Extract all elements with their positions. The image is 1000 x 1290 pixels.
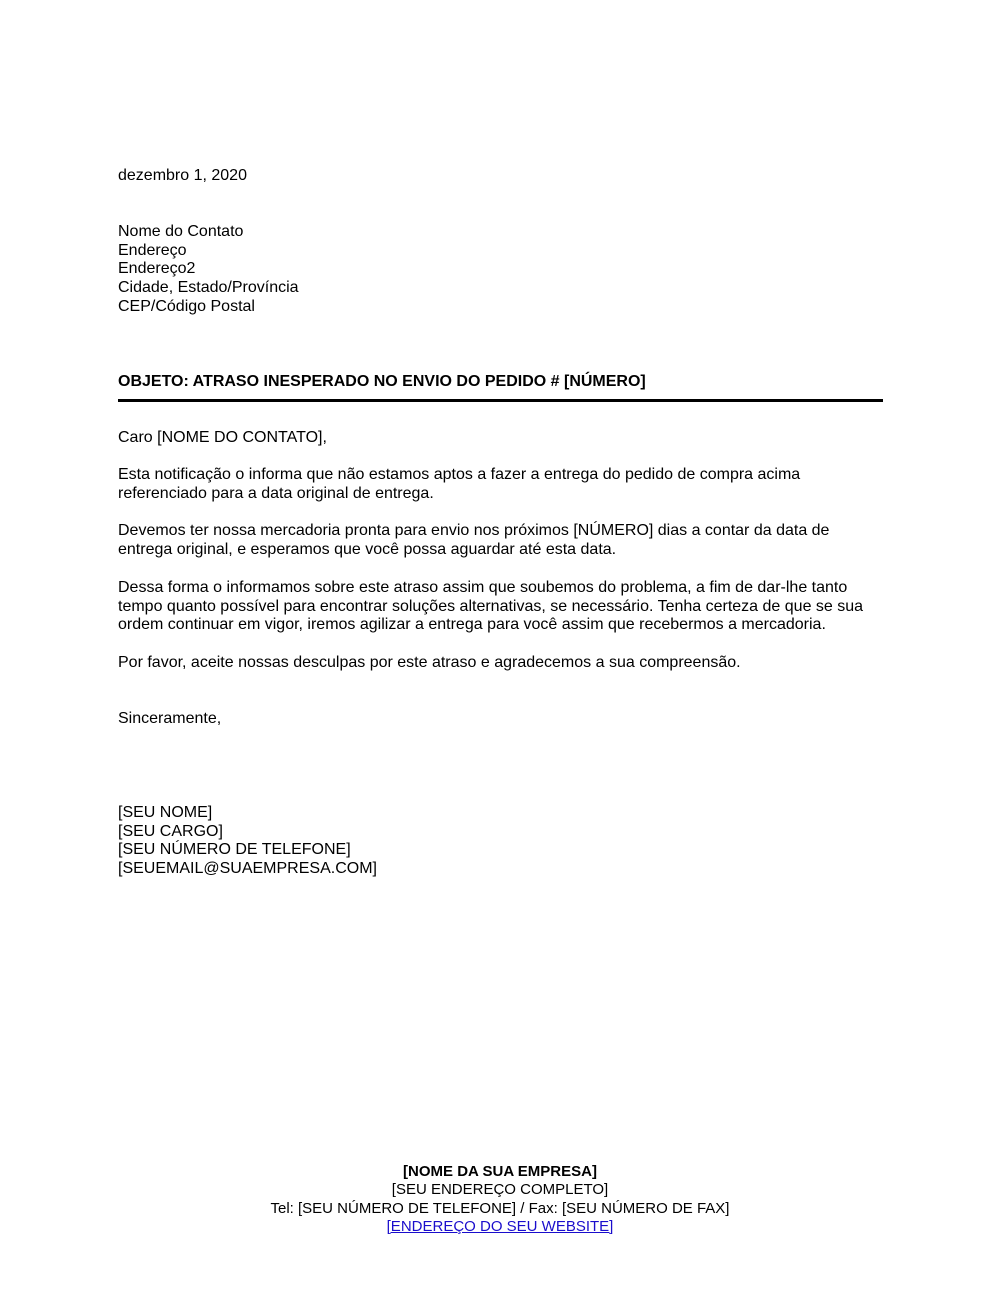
signature-name: [SEU NOME] [118, 804, 213, 821]
letter-paragraph: Dessa forma o informamos sobre este atraso assim que soubemos do problema, a fim de dar-lhe tanto tempo quanto possível para encontrar soluções alternativas, se necessário. Tenha certeza de que se sua ordem continuar em vigor, iremos agilizar a entrega para você assim que recebermos a mercadoria. [118, 579, 864, 634]
letter-salutation: Caro [NOME DO CONTATO], [118, 429, 327, 446]
footer-address: [SEU ENDEREÇO COMPLETO] [391, 1181, 609, 1199]
letter-paragraph: Devemos ter nossa mercadoria pronta para envio nos próximos [NÚMERO] dias a contar da data de entrega original, e esperamos que você possa aguardar até esta data. [118, 522, 830, 558]
subject-divider [118, 399, 883, 402]
signature-phone: [SEU NÚMERO DE TELEFONE] [118, 841, 351, 859]
letter-date: dezembro 1, 2020 [118, 167, 247, 184]
letter-closing: Sinceramente, [118, 710, 222, 727]
letterhead-footer [0, 1163, 1000, 1236]
footer-website-link[interactable]: [ENDEREÇO DO SEU WEBSITE] [386, 1217, 614, 1235]
letter-subject: OBJETO: ATRASO INESPERADO NO ENVIO DO PEDIDO # [NÚMERO] [118, 373, 646, 390]
footer-company-name: [NOME DA SUA EMPRESA] [403, 1163, 597, 1180]
recipient-postal-code: CEP/Código Postal [118, 297, 255, 315]
signature-block [118, 804, 883, 879]
recipient-address-line2: Endereço2 [118, 260, 196, 278]
letter-paragraph: Por favor, aceite nossas desculpas por este atraso e agradecemos a sua compreensão. [118, 654, 741, 671]
signature-title: [SEU CARGO] [118, 822, 223, 840]
footer-contact: Tel: [SEU NÚMERO DE TELEFONE] / Fax: [SEU NÚMERO DE FAX] [270, 1199, 730, 1217]
recipient-address [118, 223, 883, 317]
signature-email: [SEUEMAIL@SUAEMPRESA.COM] [118, 860, 377, 878]
recipient-city-state: Cidade, Estado/Província [118, 279, 299, 297]
recipient-address-line1: Endereço [118, 241, 187, 259]
letter-paragraph: Esta notificação o informa que não estamos aptos a fazer a entrega do pedido de compra acima referenciado para a data original de entrega. [118, 466, 801, 502]
recipient-name: Nome do Contato [118, 223, 244, 240]
